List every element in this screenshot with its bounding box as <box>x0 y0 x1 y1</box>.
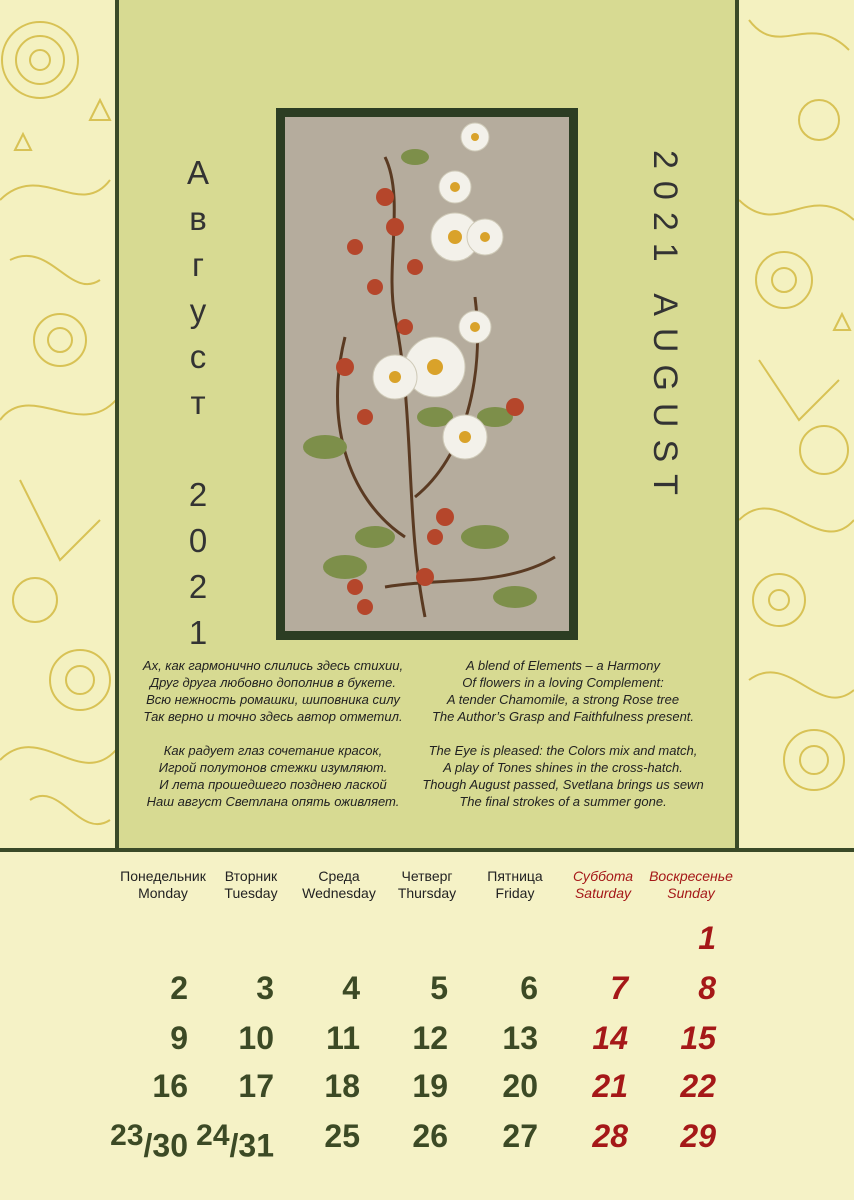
calendar-date: 7 <box>610 970 628 1006</box>
month-title-en <box>640 150 688 600</box>
title-letter: у <box>189 292 207 329</box>
month-title-en-text: 2021 AUGUST <box>646 150 684 507</box>
poem-line: The Eye is pleased: the Colors mix and match, <box>428 743 698 758</box>
weekday-ru: Воскресенье <box>649 868 733 884</box>
poem-line: Как радует глаз сочетание красок, <box>163 743 383 758</box>
calendar-date: 28 <box>592 1118 628 1154</box>
calendar-date: 16 <box>152 1068 188 1104</box>
title-letter: г <box>191 246 205 283</box>
poem-line: Всю нежность ромашки, шиповника силу <box>146 692 400 707</box>
title-letter: 0 <box>188 522 208 559</box>
calendar-date: 25 <box>324 1118 360 1154</box>
poem-line: A tender Chamomile, a strong Rose tree <box>446 692 680 707</box>
weekday-en: Wednesday <box>302 885 376 901</box>
flower-bouquet-icon <box>285 117 569 631</box>
calendar-date: 14 <box>592 1020 628 1056</box>
calendar-date: 5 <box>430 970 448 1006</box>
calendar-date: 23/30 <box>110 1119 188 1164</box>
calendar-date: 1 <box>698 920 716 956</box>
right-floral-panel <box>739 0 854 852</box>
divider-line <box>0 848 854 852</box>
artwork-frame <box>276 108 578 640</box>
calendar-date: 18 <box>324 1068 360 1104</box>
calendar-date: 13 <box>502 1020 538 1056</box>
weekday-tuesday <box>201 868 301 902</box>
floral-ornament-icon <box>0 0 117 852</box>
embroidery-image <box>285 117 569 631</box>
weekday-en: Sunday <box>667 885 715 901</box>
calendar-date: 2 <box>170 970 188 1006</box>
calendar-date: 3 <box>256 970 274 1006</box>
calendar-date: 26 <box>412 1118 448 1154</box>
weekday-ru: Среда <box>318 868 360 884</box>
weekday-saturday <box>553 868 653 902</box>
calendar-date: 17 <box>238 1068 274 1104</box>
title-letter: в <box>189 200 207 237</box>
calendar-date: 15 <box>680 1020 716 1056</box>
weekday-friday <box>465 868 565 902</box>
weekday-monday <box>113 868 213 902</box>
poem-line: The final strokes of a summer gone. <box>459 794 667 809</box>
title-letter: т <box>190 384 206 421</box>
title-letter: 1 <box>188 614 208 651</box>
title-letter: 2 <box>188 476 208 513</box>
calendar-date: 11 <box>326 1020 360 1056</box>
calendar-date: 27 <box>502 1118 538 1154</box>
title-letter: А <box>186 154 209 191</box>
calendar-date: 20 <box>502 1068 538 1104</box>
weekday-en: Tuesday <box>224 885 278 901</box>
weekday-en: Saturday <box>574 885 632 901</box>
calendar-date: 9 <box>170 1020 188 1056</box>
poem-line: A blend of Elements – a Harmony <box>466 658 660 673</box>
weekday-ru: Пятница <box>487 868 543 884</box>
weekday-ru: Вторник <box>224 868 278 884</box>
poem-stanza-gap <box>128 725 418 742</box>
poem-line: Of flowers in a loving Complement: <box>462 675 664 690</box>
calendar-date: 29 <box>680 1118 716 1154</box>
floral-ornament-icon <box>739 0 854 852</box>
poem-line: A play of Tones shines in the cross-hatch. <box>443 760 683 775</box>
weekday-ru: Четверг <box>401 868 453 884</box>
weekday-wednesday <box>289 868 389 902</box>
calendar-date: 19 <box>412 1068 448 1104</box>
calendar-date: 10 <box>238 1020 274 1056</box>
title-letter: 2 <box>188 568 208 605</box>
poem-stanza-gap <box>418 725 708 742</box>
poem-line: Наш август Светлана опять оживляет. <box>146 794 400 809</box>
poem-line: Игрой полутонов стежки изумляют. <box>158 760 388 775</box>
calendar-date: 8 <box>698 970 716 1006</box>
left-floral-panel <box>0 0 117 852</box>
month-title-ru <box>168 150 228 656</box>
poem-line: Though August passed, Svetlana brings us sewn <box>422 777 704 792</box>
calendar-date: 4 <box>342 970 360 1006</box>
poem-line: The Author’s Grasp and Faithfulness present. <box>431 709 695 724</box>
weekday-en: Thursday <box>397 885 457 901</box>
weekday-sunday <box>641 868 741 902</box>
weekday-en: Monday <box>138 885 188 901</box>
poem-russian <box>128 657 418 810</box>
calendar-date: 12 <box>412 1020 448 1056</box>
poem-line: Ах, как гармонично слились здесь стихии, <box>142 658 404 673</box>
calendar-date: 22 <box>680 1068 716 1104</box>
weekday-thursday <box>377 868 477 902</box>
calendar-date: 21 <box>592 1068 628 1104</box>
weekday-ru: Понедельник <box>120 868 206 884</box>
poem-line: Так верно и точно здесь автор отметил. <box>143 709 403 724</box>
weekday-ru: Суббота <box>572 868 634 884</box>
poem-line: И лета прошедшего позднею лаской <box>159 777 387 792</box>
calendar-date: 24/31 <box>196 1119 274 1164</box>
poem-line: Друг друга любовно дополнив в букете. <box>150 675 396 690</box>
calendar-date: 6 <box>520 970 538 1006</box>
weekday-en: Friday <box>495 885 535 901</box>
poem-english <box>418 657 708 810</box>
title-letter: с <box>189 338 207 375</box>
